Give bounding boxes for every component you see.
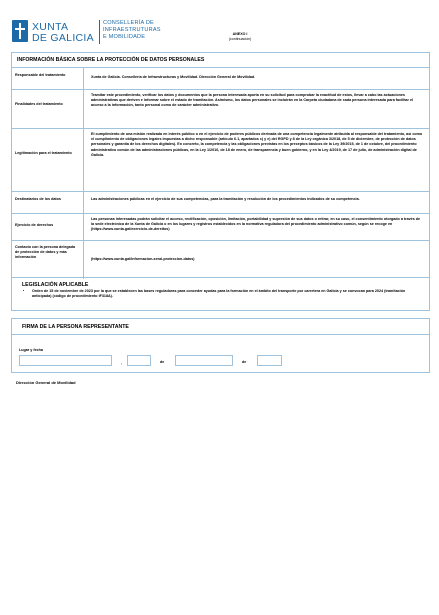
annex-heading <box>210 32 270 42</box>
xunta-shield-icon <box>12 20 28 42</box>
year-field[interactable] <box>257 355 282 366</box>
row-finalidades <box>12 89 429 129</box>
row-destinatarios <box>12 191 429 214</box>
footer-text: Dirección General de Movilidad <box>16 380 76 385</box>
legislation-title: LEGISLACIÓN APLICABLE <box>22 282 89 288</box>
row-derechos <box>12 213 429 241</box>
place-field[interactable] <box>19 355 112 366</box>
logo-text-line2: DE GALICIA <box>32 32 94 44</box>
legislation-list <box>32 289 417 299</box>
legislation-item: • Orden de 15 de noviembre de 2023 por la que se establecen las bases reguladoras para conceder ayudas para la formación en el ámbito del transporte por carretera en Galicia y se convocan para 2024 (tramitación anticipada) (código de procedimiento IF318A). <box>32 289 417 299</box>
row-label: Destinatarios de los datos <box>15 197 61 201</box>
row-value: Las personas interesadas podrán solicitar el acceso, rectificación, oposición, limitación, portabilidad y supresión de sus datos o retirar, en su caso, el consentimiento otorgado a través de la sede electrónica de la Xunta de Galicia o en los lugares y registros establecidos en la normativa reguladora del procedimiento administrativo común, según se recoge en (https://www.xunta.gal/exercicio-de-dereitos) <box>91 217 421 232</box>
day-field[interactable] <box>127 355 151 366</box>
row-legitimacion <box>12 128 429 192</box>
department-line1: CONSELLERÍA DE <box>103 20 154 26</box>
data-protection-title: INFORMACIÓN BÁSICA SOBRE LA PROTECCIÓN DE DATOS PERSONALES <box>17 57 205 63</box>
department-line2: INFRAESTRUTURAS <box>103 27 161 33</box>
signature-section <box>11 318 430 373</box>
month-field[interactable] <box>175 355 233 366</box>
department-line3: E MOBILIDADE <box>103 34 146 40</box>
annex-title: ANEXO I <box>232 32 248 36</box>
header-divider <box>99 20 100 44</box>
de-separator-1: de <box>160 360 165 364</box>
row-value: Las administraciones públicas en el ejercicio de sus competencias, para la tramitación y resolución de los procedimientos indicados de su competencia. <box>91 197 360 201</box>
row-label: Ejercicio de derechos <box>15 223 54 227</box>
row-label: Legitimación para el tratamiento <box>15 151 72 155</box>
row-label: Contacto con la persona delegada de protección de datos y más información <box>15 245 76 259</box>
row-label: Responsable del tratamiento <box>15 73 66 77</box>
comma-separator: , <box>121 361 123 365</box>
de-separator-2: de <box>242 360 247 364</box>
row-contacto <box>12 240 429 279</box>
row-value: El cumplimiento de una misión realizada en interés público o en el ejercicio de poderes públicos derivada de una competencia legalmente atribuida al responsable del tratamiento, así como el cumplimiento de obligaciones legales impuestas a dicho responsable (artículo 6.1, apartados c) y e) del RGPD y 8 de la Ley orgánica 3/2018, de 5 de diciembre, de protección de datos personales y garantía de los derechos digitales). En concreto, la competencia y las obligaciones previstas en los preceptos básicos de la Ley 39/2015, de 1 de octubre, del procedimiento administrativo común de las administraciones públicas, en la Ley 1/2016, de 18 de enero, de transparencia y buen gobierno, y en la Ley 4/2019, de 17 de julio, de administración digital de Galicia. <box>91 132 423 157</box>
row-label: Finalidades del tratamiento <box>15 102 63 106</box>
logo-text-line1: XUNTA <box>32 21 69 33</box>
signature-divider <box>12 334 429 335</box>
annex-subtitle: (continuación) <box>228 37 252 41</box>
data-protection-section <box>11 52 430 278</box>
row-responsable <box>12 67 429 90</box>
row-value: Xunta de Galicia. Consellería de Infraestructuras y Movilidad. Dirección General de Movilidad. <box>91 75 256 79</box>
legislation-section <box>11 278 430 311</box>
signature-title: FIRMA DE LA PERSONA REPRESENTANTE <box>22 324 129 330</box>
row-value: Tramitar este procedimiento, verificar los datos y documentos que la persona interesada aporta en su solicitud para comprobar la exactitud de estos, llevar a cabo las actuaciones administrativas que deriven e informar sobre el estado de tramitación. Asimismo, los datos personales se incluirán en la Carpeta ciudadana de cada persona interesada para facilitar el acceso a la información, tanto personal como de carácter administrativo. <box>91 93 414 108</box>
row-value: (https://www.xunta.gal/informacion-xeral-proteccion-datos) <box>91 257 195 261</box>
place-date-label: Lugar y fecha <box>19 348 43 352</box>
